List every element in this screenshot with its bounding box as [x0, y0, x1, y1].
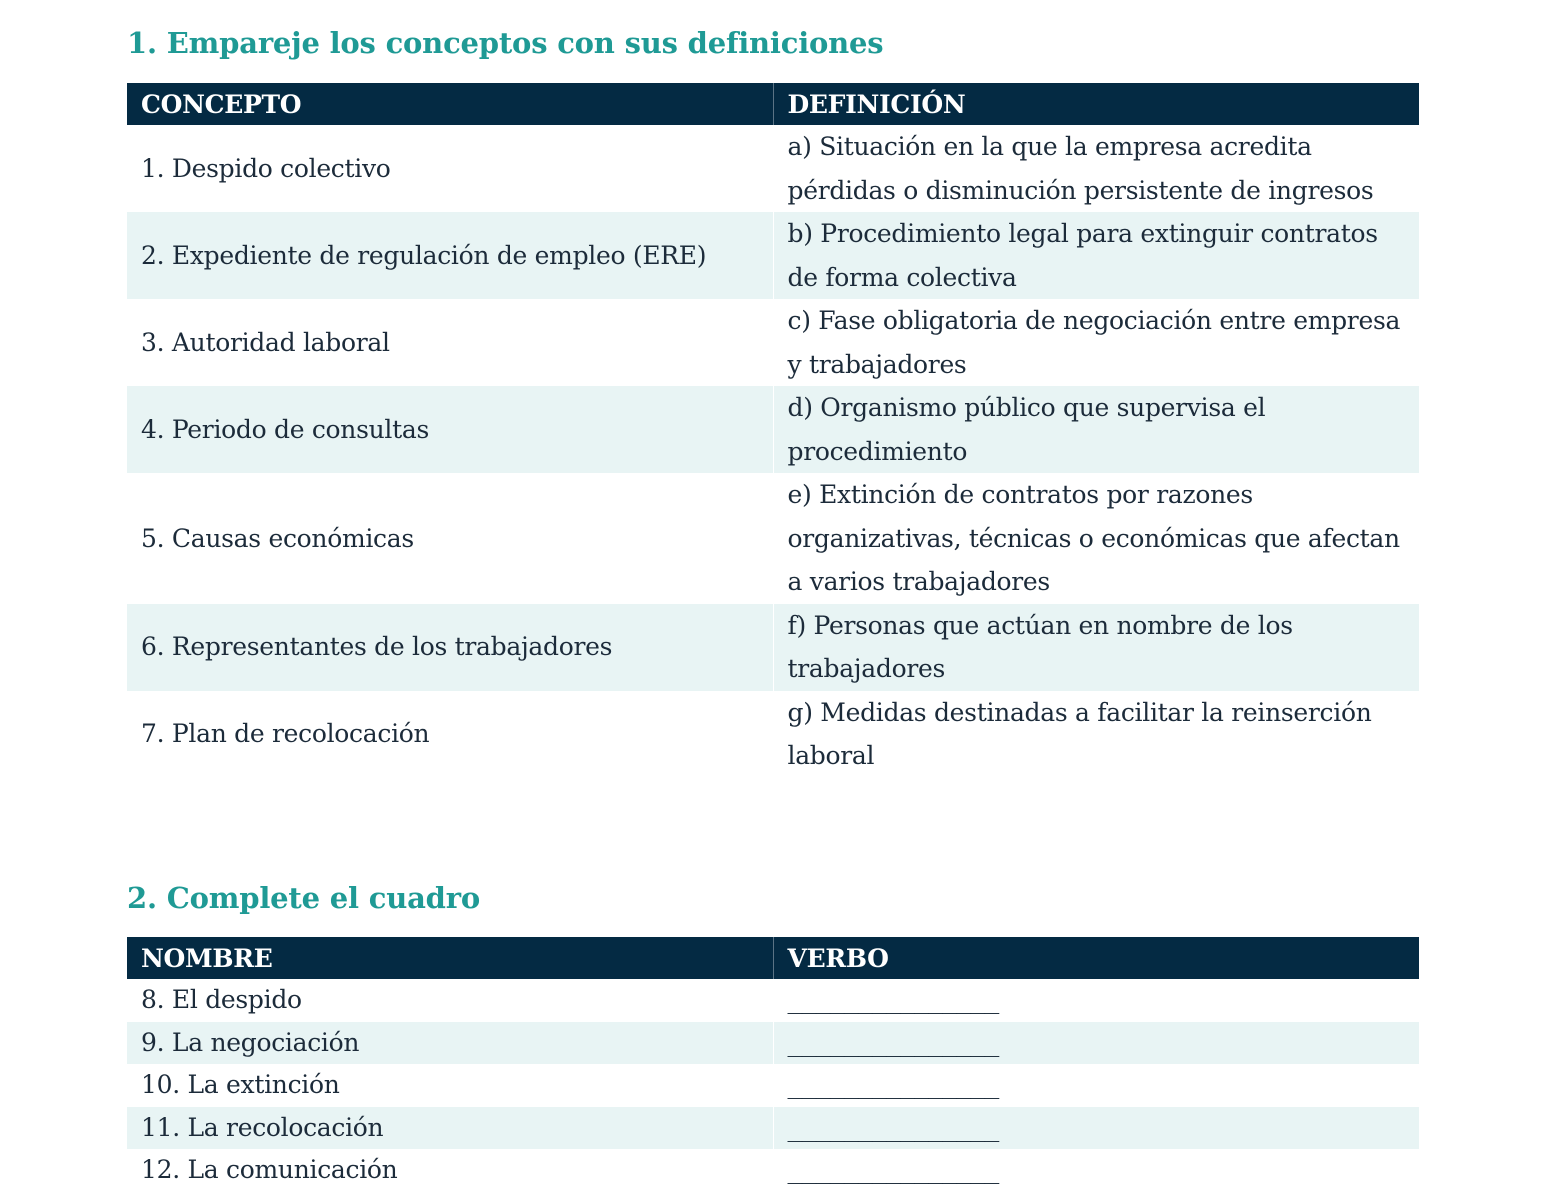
noun-cell: 12. La comunicación	[141, 1155, 398, 1184]
table-row	[127, 473, 1419, 604]
table-row	[127, 386, 1419, 473]
table-row	[127, 212, 1419, 299]
table-row	[127, 299, 1419, 386]
noun-verb-table-header-row	[127, 937, 1419, 979]
definition-cell: b) Procedimiento legal para extinguir contratos de forma colectiva	[773, 212, 1419, 299]
table-row	[127, 1149, 1419, 1192]
matching-table	[127, 83, 1419, 778]
table-row	[127, 604, 1419, 691]
section-1-title: 1. Empareje los conceptos con sus definiciones	[127, 26, 884, 60]
answer-line[interactable]: _______________	[787, 985, 999, 1014]
concept-column-header: CONCEPTO	[127, 83, 773, 125]
concept-cell: 4. Periodo de consultas	[127, 386, 773, 473]
concept-cell: 5. Causas económicas	[141, 523, 414, 553]
verb-blank[interactable]	[773, 1149, 1419, 1192]
definition-column-header: DEFINICIÓN	[773, 83, 1419, 125]
table-row	[127, 125, 1419, 212]
concept-cell: 1. Despido colectivo	[141, 153, 391, 183]
section-2-title: 2. Complete el cuadro	[127, 881, 480, 915]
noun-column-header: NOMBRE	[127, 937, 773, 979]
concept-cell: 7. Plan de recolocación	[141, 719, 430, 749]
noun-cell: 10. La extinción	[141, 1070, 340, 1099]
definition-cell: g) Medidas destinadas a facilitar la reinserción laboral	[773, 691, 1419, 778]
concept-cell: 2. Expediente de regulación de empleo (ERE)	[127, 212, 773, 299]
concept-cell: 6. Representantes de los trabajadores	[127, 604, 773, 691]
answer-line[interactable]: _______________	[787, 1155, 999, 1184]
noun-verb-table	[127, 937, 1419, 1192]
verb-column-header: VERBO	[773, 937, 1419, 979]
verb-blank[interactable]	[773, 979, 1419, 1022]
noun-cell: 8. El despido	[141, 985, 302, 1014]
table-row	[127, 979, 1419, 1022]
definition-cell: a) Situación en la que la empresa acredita pérdidas o disminución persistente de ingresos	[773, 125, 1419, 212]
definition-cell: e) Extinción de contratos por razones organizativas, técnicas o económicas que afectan a varios trabajadores	[773, 473, 1419, 604]
answer-line[interactable]: _______________	[787, 1027, 999, 1057]
definition-cell: f) Personas que actúan en nombre de los trabajadores	[773, 604, 1419, 691]
table-row	[127, 691, 1419, 778]
verb-blank[interactable]	[773, 1064, 1419, 1107]
table-row	[127, 1064, 1419, 1107]
noun-cell: 9. La negociación	[127, 1022, 773, 1065]
table-row	[127, 1022, 1419, 1065]
definition-cell: d) Organismo público que supervisa el procedimiento	[773, 386, 1419, 473]
verb-blank[interactable]	[773, 1107, 1419, 1150]
table-row	[127, 1107, 1419, 1150]
verb-blank[interactable]	[773, 1022, 1419, 1065]
answer-line[interactable]: _______________	[787, 1070, 999, 1099]
noun-cell: 11. La recolocación	[127, 1107, 773, 1150]
matching-table-header-row	[127, 83, 1419, 125]
definition-cell: c) Fase obligatoria de negociación entre empresa y trabajadores	[773, 299, 1419, 386]
answer-line[interactable]: _______________	[787, 1112, 999, 1142]
concept-cell: 3. Autoridad laboral	[141, 327, 390, 357]
